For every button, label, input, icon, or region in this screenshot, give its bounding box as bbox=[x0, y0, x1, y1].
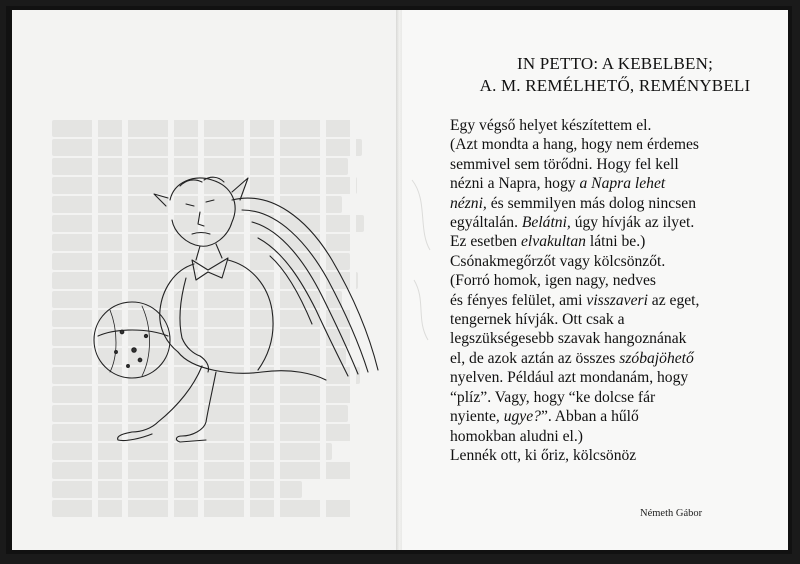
poem-line: nézni, és semmilyen más dolog nincsen bbox=[450, 194, 697, 212]
poem-line: tengernek hívják. Ott csak a bbox=[450, 311, 625, 329]
poem-line: homokban aludni el.) bbox=[450, 427, 583, 445]
poem-line: (Forró homok, igen nagy, nedves bbox=[450, 272, 657, 290]
poem-line: Egy végső helyet készítettem el. bbox=[450, 117, 652, 134]
poem-line: Lennék ott, ki őriz, kölcsönöz bbox=[450, 446, 637, 464]
show-through-illustration bbox=[408, 160, 438, 360]
angel-sketch-illustration bbox=[82, 160, 398, 460]
poem-line: (Azt mondta a hang, hogy nem érdemes bbox=[450, 136, 699, 154]
poem-line: semmivel sem törődni. Hogy fel kell bbox=[450, 155, 679, 173]
poem-line: nyelven. Például azt mondanám, hogy bbox=[450, 369, 689, 387]
poem-line: legszükségesebb szavak hangoznának bbox=[450, 330, 687, 348]
poem-body bbox=[450, 116, 780, 465]
poem-line: nézni a Napra, hogy a Napra lehet bbox=[450, 175, 666, 193]
open-book bbox=[6, 6, 792, 554]
left-page bbox=[12, 10, 398, 550]
poem-title-line-2: A. M. REMÉLHETŐ, REMÉNYBELI bbox=[479, 76, 751, 95]
right-page bbox=[402, 10, 788, 550]
author-signature: Németh Gábor bbox=[640, 508, 703, 519]
poem-line: nyiente, ugye?”. Abban a hűlő bbox=[450, 408, 639, 426]
poem-line: Ez esetben elvakultan látni be.) bbox=[450, 233, 646, 251]
poem-line: “plíz”. Vagy, hogy “ke dolcse fár bbox=[450, 388, 656, 406]
poem-line: el, de azok aztán az összes szóbajöhető bbox=[450, 349, 694, 367]
poem-line: egyáltalán. Belátni, úgy hívják az ilyet. bbox=[450, 214, 695, 232]
poem-line: és fényes felület, ami visszaveri az eget, bbox=[450, 291, 700, 309]
poem-line: Csónakmegőrzőt vagy kölcsönzőt. bbox=[450, 252, 666, 270]
poem-title-line-1: IN PETTO: A KEBELBEN; bbox=[516, 54, 714, 73]
